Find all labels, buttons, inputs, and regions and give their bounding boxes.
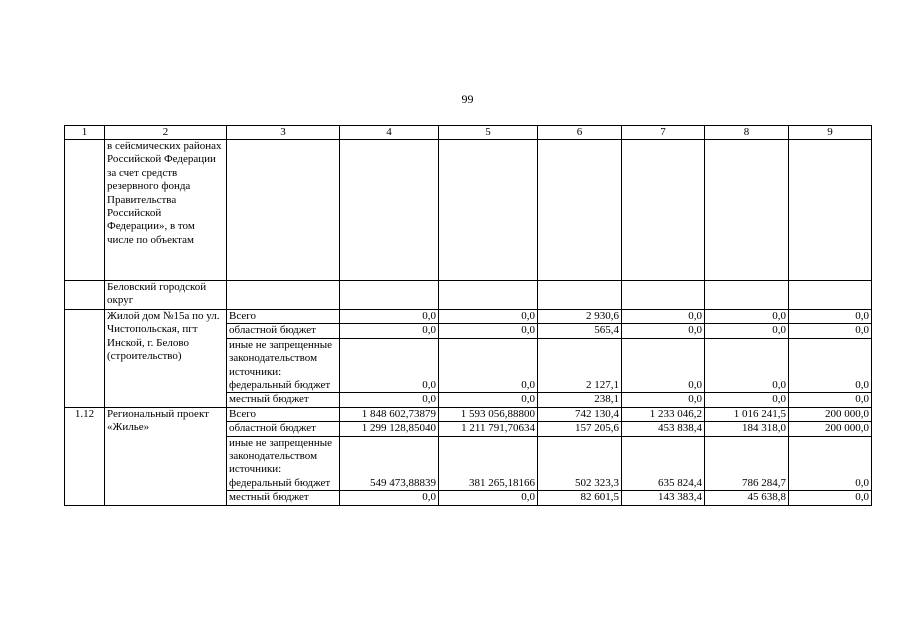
column-header: 6 <box>538 126 622 140</box>
column-header: 9 <box>789 126 872 140</box>
table-cell: 0,0 <box>789 436 872 491</box>
table-cell: 200 000,0 <box>789 422 872 436</box>
project-code: 1.12 <box>65 407 105 505</box>
table-cell: 1 211 791,70634 <box>439 422 538 436</box>
table-row <box>65 310 872 324</box>
table-cell: 1 299 128,85040 <box>340 422 439 436</box>
table-cell: 0,0 <box>789 491 872 505</box>
column-header: 1 <box>65 126 105 140</box>
page-number: 99 <box>461 92 474 106</box>
row-label: местный бюджет <box>227 393 340 407</box>
column-header: 8 <box>705 126 789 140</box>
table-cell: 82 601,5 <box>538 491 622 505</box>
table-cell: 238,1 <box>538 393 622 407</box>
row-label: Всего <box>227 407 340 421</box>
table-cell: 157 205,6 <box>538 422 622 436</box>
table-cell: 742 130,4 <box>538 407 622 421</box>
table-cell: 0,0 <box>439 491 538 505</box>
table-row <box>65 281 872 310</box>
table-cell: 635 824,4 <box>622 436 705 491</box>
table-cell: 200 000,0 <box>789 407 872 421</box>
budget-table <box>64 125 872 506</box>
column-header: 2 <box>105 126 227 140</box>
table-cell: 1 848 602,73879 <box>340 407 439 421</box>
table-cell: 453 838,4 <box>622 422 705 436</box>
table-cell: 0,0 <box>340 393 439 407</box>
table-cell: 502 323,3 <box>538 436 622 491</box>
table-cell: 0,0 <box>340 324 439 338</box>
row-label: областной бюджет <box>227 422 340 436</box>
table-cell: 0,0 <box>789 338 872 393</box>
table-cell: 1 593 056,88800 <box>439 407 538 421</box>
table-cell: 45 638,8 <box>705 491 789 505</box>
table-cell: 0,0 <box>340 491 439 505</box>
row-label: Всего <box>227 310 340 324</box>
table-cell: 2 930,6 <box>538 310 622 324</box>
object-name: Жилой дом №15а по ул. Чистопольская, пгт Инской, г. Белово (строительство) <box>105 310 227 408</box>
column-header: 7 <box>622 126 705 140</box>
table-cell: 0,0 <box>622 338 705 393</box>
table-cell: 0,0 <box>622 310 705 324</box>
table-row <box>65 140 872 281</box>
column-header: 3 <box>227 126 340 140</box>
table-cell: 0,0 <box>705 393 789 407</box>
table-cell: 0,0 <box>705 310 789 324</box>
column-header: 5 <box>439 126 538 140</box>
table-cell: 0,0 <box>622 324 705 338</box>
table-cell: 0,0 <box>705 338 789 393</box>
table-cell: 184 318,0 <box>705 422 789 436</box>
table-cell: 0,0 <box>340 338 439 393</box>
table-cell: 0,0 <box>789 310 872 324</box>
table-cell: 1 233 046,2 <box>622 407 705 421</box>
continuation-text: в сейсмических районах Российской Федерации за счет средств резервного фонда Правительства Российской Федерации», в том числе по объектам <box>105 140 227 281</box>
table-cell: 0,0 <box>622 393 705 407</box>
column-header-row <box>65 126 872 140</box>
project-name: Региональный проект «Жилье» <box>105 407 227 505</box>
row-label: местный бюджет <box>227 491 340 505</box>
table-cell: 549 473,88839 <box>340 436 439 491</box>
table-cell: 0,0 <box>705 324 789 338</box>
table-cell: 0,0 <box>789 324 872 338</box>
table-cell: 786 284,7 <box>705 436 789 491</box>
row-label: иные не запрещенные законодательством источники: федеральный бюджет <box>227 436 340 491</box>
table-cell: 0,0 <box>340 310 439 324</box>
row-label: иные не запрещенные законодательством источники: федеральный бюджет <box>227 338 340 393</box>
table-cell: 0,0 <box>439 393 538 407</box>
row-label: областной бюджет <box>227 324 340 338</box>
column-header: 4 <box>340 126 439 140</box>
table-row <box>65 407 872 421</box>
table-cell: 0,0 <box>439 310 538 324</box>
table-cell: 565,4 <box>538 324 622 338</box>
table-cell: 2 127,1 <box>538 338 622 393</box>
table-cell: 381 265,18166 <box>439 436 538 491</box>
table-cell: 1 016 241,5 <box>705 407 789 421</box>
table-cell: 143 383,4 <box>622 491 705 505</box>
table-cell: 0,0 <box>439 338 538 393</box>
district-name: Беловский городской округ <box>105 281 227 310</box>
table-cell: 0,0 <box>439 324 538 338</box>
table-cell: 0,0 <box>789 393 872 407</box>
